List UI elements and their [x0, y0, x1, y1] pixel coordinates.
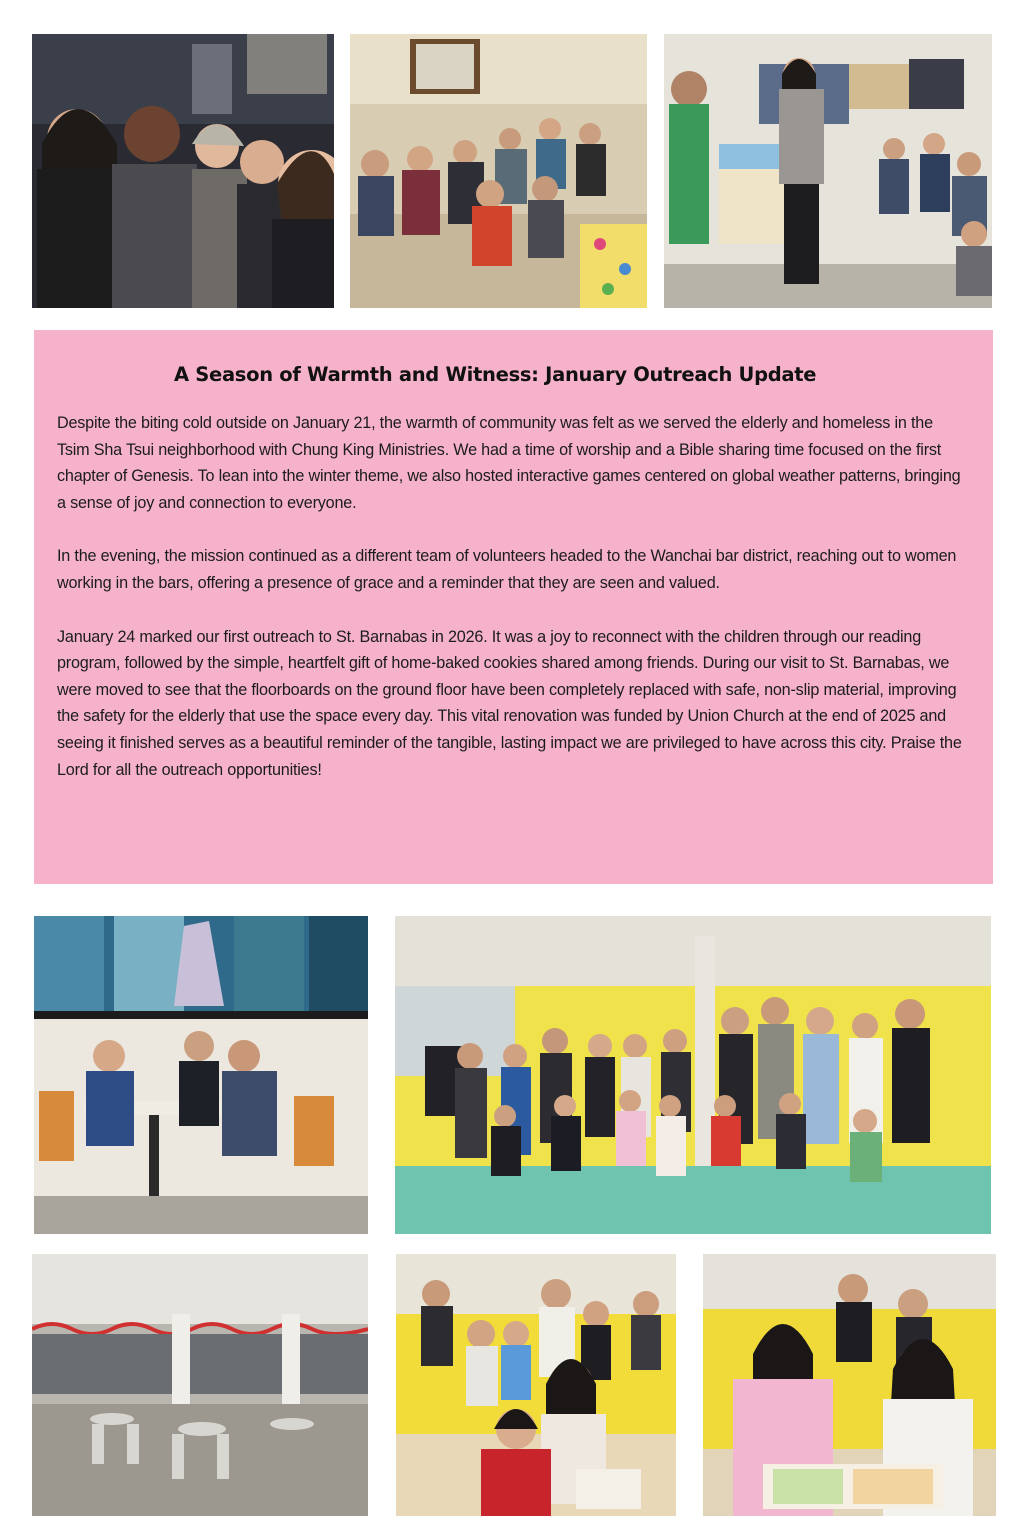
- photo-speaker-presentation: [664, 34, 992, 308]
- photo-children-reading-2: [703, 1254, 996, 1516]
- photo-elderly-gathering: [350, 34, 647, 308]
- outreach-update-panel: [34, 330, 993, 884]
- article-title: A Season of Warmth and Witness: January Outreach Update: [174, 363, 817, 386]
- photo-children-reading-1: [396, 1254, 676, 1516]
- article-paragraph-2: In the evening, the mission continued as a different team of volunteers headed to the Wanchai bar district, reaching out to women working in the bars, offering a presence of grace and a reminder that they are seen and valued.: [57, 547, 957, 592]
- photo-reading-session: [34, 916, 368, 1234]
- photo-group-portrait: [395, 916, 991, 1234]
- article-paragraph-3: January 24 marked our first outreach to St. Barnabas in 2026. It was a joy to reconnect with the children through our reading program, followed by the simple, heartfelt gift of home-baked cookies shared among friends. During our visit to St. Barnabas, we were moved to see that the floorboards on the ground floor have been completely replaced with safe, non-slip material, improving the safety for the elderly that use the space every day. This vital renovation was funded by Union Church at the end of 2025 and seeing it finished serves as a beautiful reminder of the tangible, lasting impact we are privileged to have across this city. Praise the Lord for all the outreach opportunities!: [57, 627, 962, 779]
- photo-volunteers-selfie: [32, 34, 334, 308]
- article-paragraph-1: Despite the biting cold outside on January 21, the warmth of community was felt as we served the elderly and homeless in the Tsim Sha Tsui neighborhood with Chung King Ministries. We had a time of worship and a Bible sharing time focused on the first chapter of Genesis. To lean into the winter theme, we also hosted interactive games centered on global weather patterns, bringing a sense of joy and connection to everyone.: [57, 414, 961, 512]
- photo-renovated-hall: [32, 1254, 368, 1516]
